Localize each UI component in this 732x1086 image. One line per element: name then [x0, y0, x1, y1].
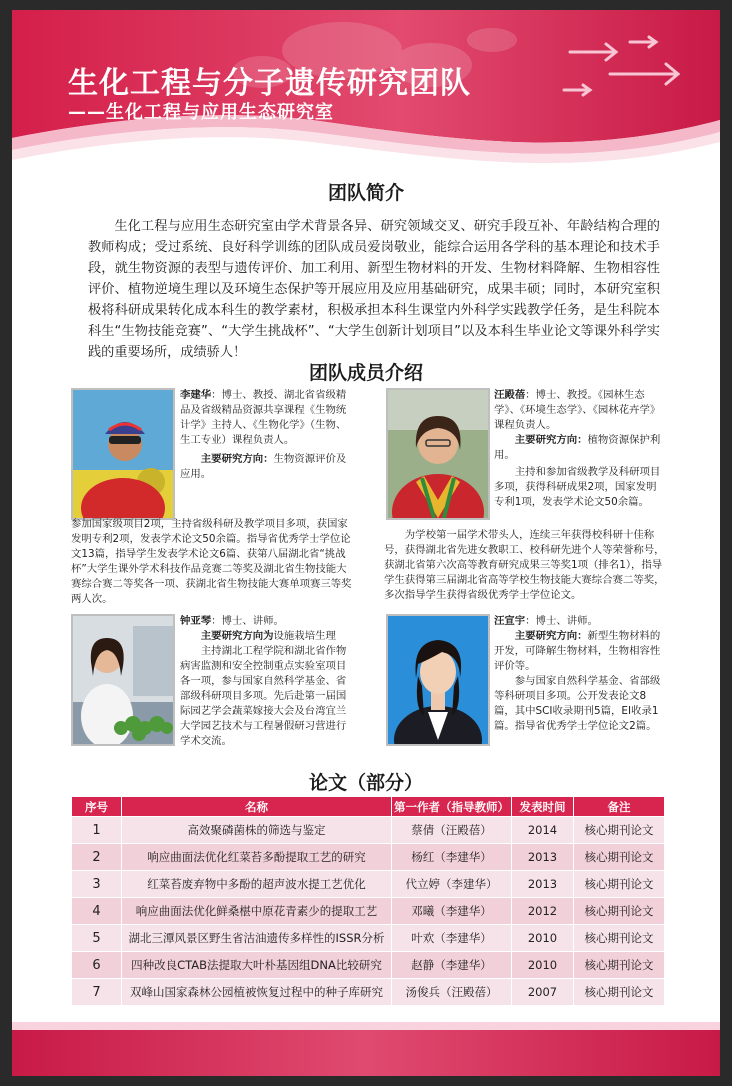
- member-achievements: 参与国家自然科学基金、省部级等科研项目多项。公开发表论文8篇，其中SCI收录期刊5篇，EI收录1篇。指导省优秀学士学位论文2篇。: [494, 675, 661, 732]
- table-cell: 代立婷（李建华）: [392, 871, 512, 898]
- member-name: 李建华: [180, 389, 212, 401]
- arrow-right-icon: [560, 34, 700, 104]
- poster: [12, 10, 720, 1076]
- member-zhong-yaqin: [180, 614, 352, 749]
- intro-paragraph: 生化工程与应用生态研究室由学术背景各异、研究领域交叉、研究手段互补、年龄结构合理的教师构成；受过系统、良好科学训练的团队成员爱岗敬业，能综合运用各学科的基本理论和技术手段，就生物资源的表型与遗传评价、加工利用、新型生物材料的开发、生物材料降解、生物相容性评价、植物逆境生理以及环境生态保护等开展应用及应用基础研究，成果丰硕；同时，本研究室积极将科研成果转化成本科生的教学素材，积极承担本科生课堂内外科学实践教学任务，是生科院本科生“生物技能竞赛”、“大学生挑战杯”、“大学生创新计划项目”以及本科生毕业论文等课外科学实践的重要场所，成绩骄人！: [88, 219, 660, 360]
- table-cell: 1: [72, 817, 122, 844]
- table-row: [72, 952, 665, 979]
- member-photo-zhong-yaqin: [71, 614, 175, 746]
- member-li-jianhua-achievements: [71, 502, 353, 607]
- table-cell: 7: [72, 979, 122, 1006]
- intro-heading: 团队简介: [327, 182, 404, 204]
- table-row: [72, 979, 665, 1006]
- member-photo-wang-xuanyu: [386, 614, 490, 746]
- table-cell: 3: [72, 871, 122, 898]
- member-name: 汪宣宇: [494, 615, 526, 627]
- member-wang-dianbei-achievements: [384, 528, 666, 603]
- table-cell: 核心期刊论文: [574, 898, 665, 925]
- table-cell: 汤俊兵（汪殿蓓）: [392, 979, 512, 1006]
- table-cell: 2014: [512, 817, 574, 844]
- member-title: ：博士、教授。《园林生态学》、《环境生态学》、《园林花卉学》课程负责人。: [494, 389, 661, 431]
- member-direction: 植物资源保护利用。: [494, 434, 661, 461]
- table-cell: 红菜苔废弃物中多酚的超声波水提工艺优化: [122, 871, 392, 898]
- member-photo-li-jianhua: [71, 388, 175, 520]
- table-cell: 2013: [512, 844, 574, 871]
- members-heading: 团队成员介绍: [308, 362, 423, 384]
- table-cell: 响应曲面法优化红菜苔多酚提取工艺的研究: [122, 844, 392, 871]
- papers-table: [71, 796, 665, 1006]
- table-cell: 湖北三潭风景区野生省沽油遗传多样性的ISSR分析: [122, 925, 392, 952]
- member-title: ：博士、讲师。: [525, 615, 598, 627]
- table-cell: 6: [72, 952, 122, 979]
- member-wang-xuanyu: [494, 614, 666, 734]
- table-cell: 叶欢（李建华）: [392, 925, 512, 952]
- member-achievements: 参加国家级项目2项，主持省级科研及教学项目多项，获国家发明专利2项，发表学术论文50余篇。指导省优秀学士学位论文13篇，指导学生发表学术论文6篇、获第八届湖北省“挑战杯”大学生课外学术科技作品竞赛二等奖及湖北省生物技能大赛综合赛二等奖各一项、获湖北省生物技能大赛单项赛三等奖两人次。: [71, 518, 352, 605]
- table-cell: 5: [72, 925, 122, 952]
- table-cell: 杨红（李建华）: [392, 844, 512, 871]
- table-row: [72, 925, 665, 952]
- column-header: 发表时间: [512, 797, 574, 817]
- table-cell: 核心期刊论文: [574, 979, 665, 1006]
- table-cell: 高效聚磷菌株的筛选与鉴定: [122, 817, 392, 844]
- table-cell: 响应曲面法优化鲜桑椹中原花青素少的提取工艺: [122, 898, 392, 925]
- table-cell: 核心期刊论文: [574, 952, 665, 979]
- member-photo-wang-dianbei: [386, 388, 490, 520]
- member-direction: 新型生物材料的开发，可降解生物材料，生物相容性评价等。: [494, 630, 661, 672]
- table-cell: 2010: [512, 952, 574, 979]
- papers-heading: 论文（部分）: [308, 772, 423, 794]
- table-row: [72, 844, 665, 871]
- direction-label: 主要研究方向：: [200, 453, 274, 465]
- table-cell: 4: [72, 898, 122, 925]
- member-direction: 生物资源评价及应用。: [180, 453, 347, 480]
- table-cell: 2012: [512, 898, 574, 925]
- table-cell: 核心期刊论文: [574, 817, 665, 844]
- member-name: 钟亚琴: [180, 615, 212, 627]
- table-cell: 核心期刊论文: [574, 871, 665, 898]
- member-direction: 设施栽培生理: [273, 630, 336, 642]
- table-cell: 2013: [512, 871, 574, 898]
- column-header: 名称: [122, 797, 392, 817]
- page-title: 生化工程与分子遗传研究团队: [68, 66, 471, 101]
- table-row: [72, 871, 665, 898]
- table-cell: 赵静（李建华）: [392, 952, 512, 979]
- table-row: [72, 817, 665, 844]
- page-subtitle: ——生化工程与应用生态研究室: [68, 102, 334, 123]
- table-cell: 2: [72, 844, 122, 871]
- member-li-jianhua: [180, 388, 352, 482]
- table-cell: 核心期刊论文: [574, 925, 665, 952]
- direction-label: 主要研究方向：: [514, 434, 588, 446]
- footer-band: [12, 1022, 720, 1076]
- column-header: 备注: [574, 797, 665, 817]
- member-achievements: 主持和参加省级教学及科研项目多项，获得科研成果2项，国家发明专利1项，发表学术论文50余篇。: [494, 466, 661, 508]
- member-wang-dianbei: [494, 388, 666, 510]
- table-cell: 双峰山国家森林公园植被恢复过程中的种子库研究: [122, 979, 392, 1006]
- table-cell: 核心期刊论文: [574, 844, 665, 871]
- direction-label: 主要研究方向为: [200, 630, 274, 642]
- member-title: ：博士、教授、湖北省省级精品及省级精品资源共享课程《生物统计学》主持人、《生物化学》（生物、生工专业）课程负责人。: [180, 389, 347, 446]
- table-cell: 2010: [512, 925, 574, 952]
- table-cell: 蔡倩（汪殿蓓）: [392, 817, 512, 844]
- table-header-row: [72, 797, 665, 817]
- member-achievements-2: 为学校第一届学术带头人，连续三年获得校科研十佳称号，获得湖北省先进女教职工、校科研先进个人等荣誉称号，获湖北省第六次高等教育研究成果三等奖1项（排名1），指导学生获得第三届湖北省高等学校生物技能大赛综合赛二等奖，多次指导学生获得省级优秀学士学位论文。: [384, 529, 665, 601]
- table-row: [72, 898, 665, 925]
- member-achievements: 主持湖北工程学院和湖北省作物病害监测和安全控制重点实验室项目各一项，参与国家自然科学基金、省部级科研项目多项。先后赴第一届国际园艺学会蔬菜嫁接大会及台湾宜兰大学园艺技术与工程暑假研习营进行学术交流。: [180, 645, 347, 747]
- direction-label: 主要研究方向：: [514, 630, 588, 642]
- table-cell: 邓曦（李建华）: [392, 898, 512, 925]
- member-title: ：博士、讲师。: [211, 615, 284, 627]
- table-cell: 2007: [512, 979, 574, 1006]
- column-header: 第一作者（指导教师）: [392, 797, 512, 817]
- table-cell: 四种改良CTAB法提取大叶朴基因组DNA比较研究: [122, 952, 392, 979]
- member-name: 汪殿蓓: [494, 389, 526, 401]
- column-header: 序号: [72, 797, 122, 817]
